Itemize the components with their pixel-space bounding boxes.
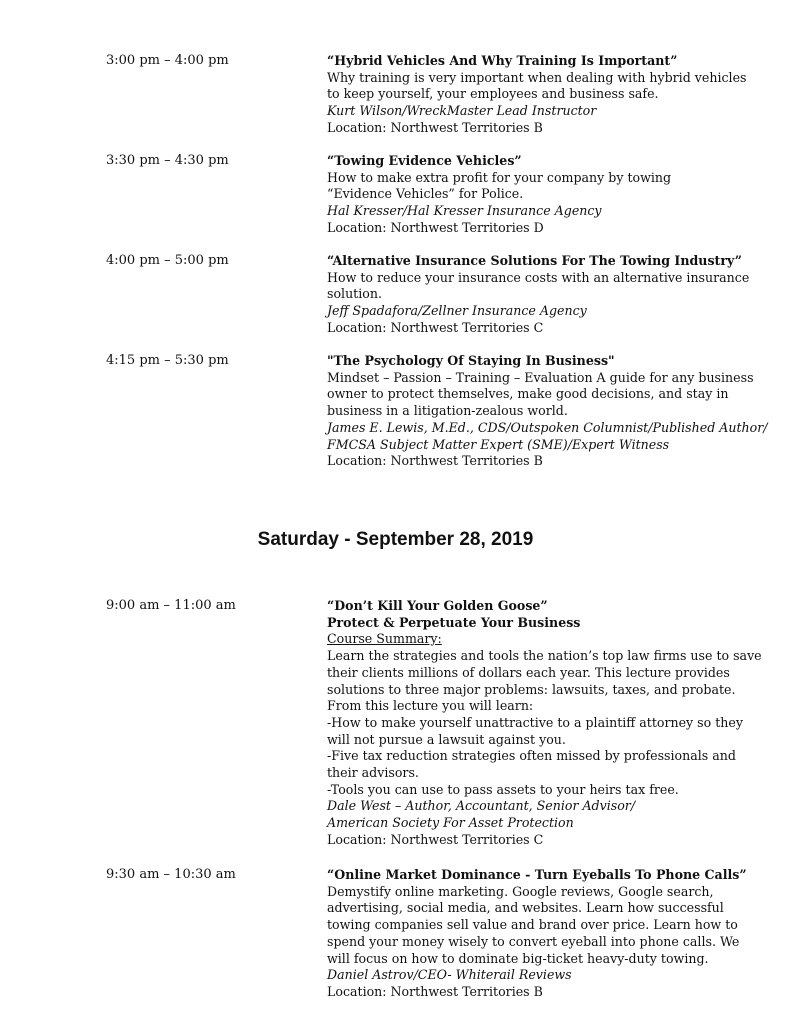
session-description-line: -Tools you can use to pass assets to your heirs tax free.: [327, 781, 679, 797]
session-description-line: Learn the strategies and tools the nation’s top law firms use to save: [327, 648, 762, 664]
session-subtitle: Protect & Perpetuate Your Business: [327, 614, 581, 630]
session-title: “Towing Evidence Vehicles”: [327, 153, 522, 168]
session-description-line: solution.: [327, 286, 382, 302]
session-details: [327, 153, 742, 237]
session-details: [327, 53, 747, 137]
session-description-line: Mindset – Passion – Training – Evaluation A guide for any business: [327, 369, 754, 385]
session-description-line: From this lecture you will learn:: [327, 698, 534, 714]
session-description-line: “Evidence Vehicles” for Police.: [327, 186, 524, 202]
session-title: “Alternative Insurance Solutions For The Towing Industry”: [327, 253, 743, 268]
session-description-line: How to reduce your insurance costs with an alternative insurance: [327, 269, 750, 285]
session-location: Location: Northwest Territories B: [327, 453, 543, 469]
session-location: Location: Northwest Territories B: [327, 119, 543, 135]
session-description-line: Demystify online marketing. Google reviews, Google search,: [327, 883, 714, 899]
session-description-line: will focus on how to dominate big-ticket heavy-duty towing.: [327, 950, 709, 966]
session-description-line: their advisors.: [327, 765, 419, 781]
session-description-line: -How to make yourself unattractive to a plaintiff attorney so they: [327, 714, 743, 730]
session-title: “Online Market Dominance - Turn Eyeballs To Phone Calls”: [327, 867, 747, 882]
session-description-line: advertising, social media, and websites. Learn how successful: [327, 900, 724, 916]
session-time: 3:30 pm – 4:30 pm: [106, 153, 229, 168]
day-heading: Saturday - September 28, 2019: [257, 529, 534, 550]
session-description-line: to keep yourself, your employees and business safe.: [327, 86, 659, 102]
course-summary-label: Course Summary:: [327, 631, 442, 647]
session-location: Location: Northwest Territories C: [327, 319, 544, 335]
session-location: Location: Northwest Territories C: [327, 831, 544, 847]
session-description-line: will not pursue a lawsuit against you.: [327, 731, 566, 747]
session-description-line: towing companies sell value and brand over price. Learn how to: [327, 917, 738, 933]
session-speaker: Kurt Wilson/WreckMaster Lead Instructor: [327, 103, 597, 119]
session-time: 9:30 am – 10:30 am: [106, 867, 236, 882]
session-title: “Don’t Kill Your Golden Goose”: [327, 598, 548, 613]
session-description-line: Why training is very important when dealing with hybrid vehicles: [327, 69, 747, 85]
session-details: [327, 867, 747, 1001]
session-speaker: Daniel Astrov/CEO- Whiterail Reviews: [327, 967, 572, 983]
session-time: 3:00 pm – 4:00 pm: [106, 53, 229, 68]
session-description-line: How to make extra profit for your company by towing: [327, 169, 672, 185]
session-speaker: FMCSA Subject Matter Expert (SME)/Expert Witness: [327, 436, 670, 452]
session-description-line: owner to protect themselves, make good decisions, and stay in: [327, 386, 729, 402]
session-description-line: business in a litigation-zealous world.: [327, 403, 568, 419]
session-description-line: -Five tax reduction strategies often missed by professionals and: [327, 748, 736, 764]
session-details: [327, 353, 768, 470]
session-location: Location: Northwest Territories D: [327, 219, 544, 235]
session-speaker: James E. Lewis, M.Ed., CDS/Outspoken Columnist/Published Author/: [327, 419, 768, 435]
session-title: "The Psychology Of Staying In Business": [327, 353, 615, 368]
session-description-line: solutions to three major problems: lawsuits, taxes, and probate.: [327, 681, 736, 697]
session-time: 4:15 pm – 5:30 pm: [106, 353, 229, 368]
session-speaker: Jeff Spadafora/Zellner Insurance Agency: [327, 303, 587, 319]
session-description-line: their clients millions of dollars each year. This lecture provides: [327, 664, 730, 680]
session-details: [327, 598, 762, 849]
session-title: “Hybrid Vehicles And Why Training Is Important”: [327, 53, 678, 68]
session-details: [327, 253, 750, 337]
session-location: Location: Northwest Territories B: [327, 983, 543, 999]
session-speaker: Dale West – Author, Accountant, Senior Advisor/: [327, 798, 636, 814]
session-time: 4:00 pm – 5:00 pm: [106, 253, 229, 268]
session-time: 9:00 am – 11:00 am: [106, 598, 236, 613]
session-speaker: Hal Kresser/Hal Kresser Insurance Agency: [327, 203, 602, 219]
session-speaker: American Society For Asset Protection: [327, 815, 574, 831]
session-description-line: spend your money wisely to convert eyeball into phone calls. We: [327, 933, 740, 949]
